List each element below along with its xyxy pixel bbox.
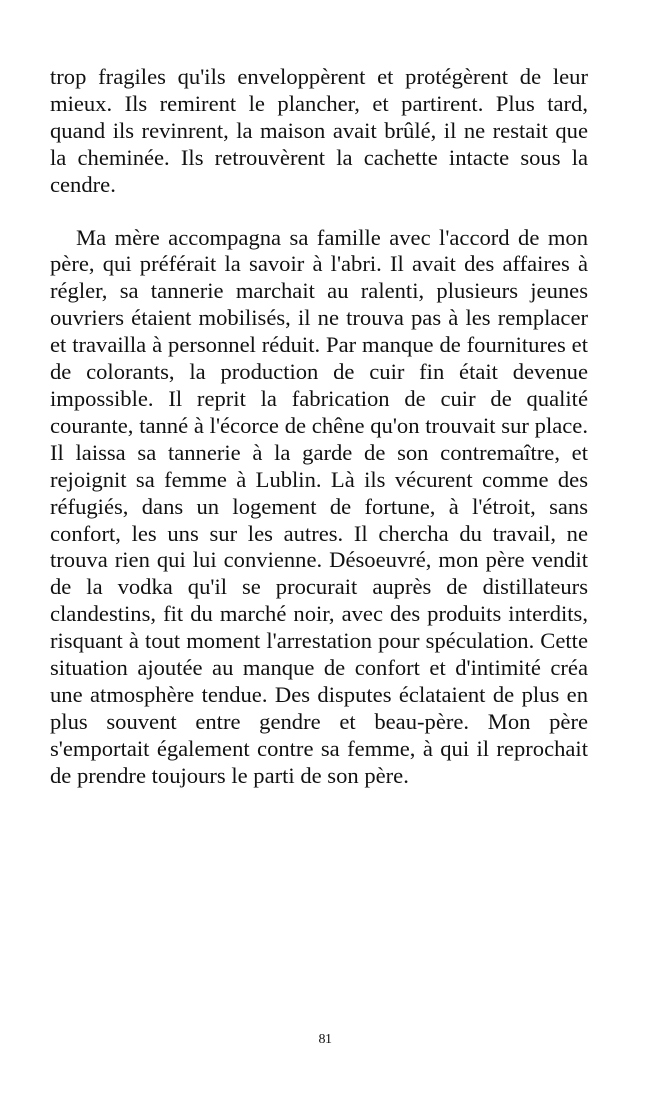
paragraph-main: Ma mère accompagna sa famille avec l'accord de mon père, qui préférait la savoir à l'abri. Il avait des affaires à régler, sa tannerie marchait au ralenti, plusieurs jeunes ouvriers étaient mobilisés, il ne trouva pas à les remplacer et travailla à personnel réduit. Par manque de fournitures et de colorants, la production de cuir fin était devenue impossible. Il reprit la fabrication de cuir de qualité courante, tanné à l'écorce de chêne qu'on trouvait sur place. Il laissa sa tannerie à la garde de son contremaître, et rejoignit sa femme à Lublin. Là ils vécurent comme des réfugiés, dans un logement de fortune, à l'étroit, sans confort, les uns sur les autres. Il chercha du travail, ne trouva rien qui lui convienne. Désoeuvré, mon père vendit de la vodka qu'il se procurait auprès de distillateurs clandestins, fit du marché noir, avec des produits interdits, risquant à tout moment l'arrestation pour spéculation. Cette situation ajoutée au manque de confort et d'intimité créa une atmosphère tendue. Des disputes éclataient de plus en plus souvent entre gendre et beau-père. Mon père s'emportait également contre sa femme, à qui il reprochait de prendre toujours le parti de son père. (50, 224, 588, 788)
paragraph-continuation: trop fragiles qu'ils enveloppèrent et protégèrent de leur mieux. Ils remirent le plancher, et partirent. Plus tard, quand ils revinrent, la maison avait brûlé, il ne restait que la cheminée. Ils retrouvèrent la cachette intacte sous la cendre. (50, 64, 588, 197)
page-body (50, 64, 588, 790)
page-number: 81 (318, 1032, 332, 1047)
